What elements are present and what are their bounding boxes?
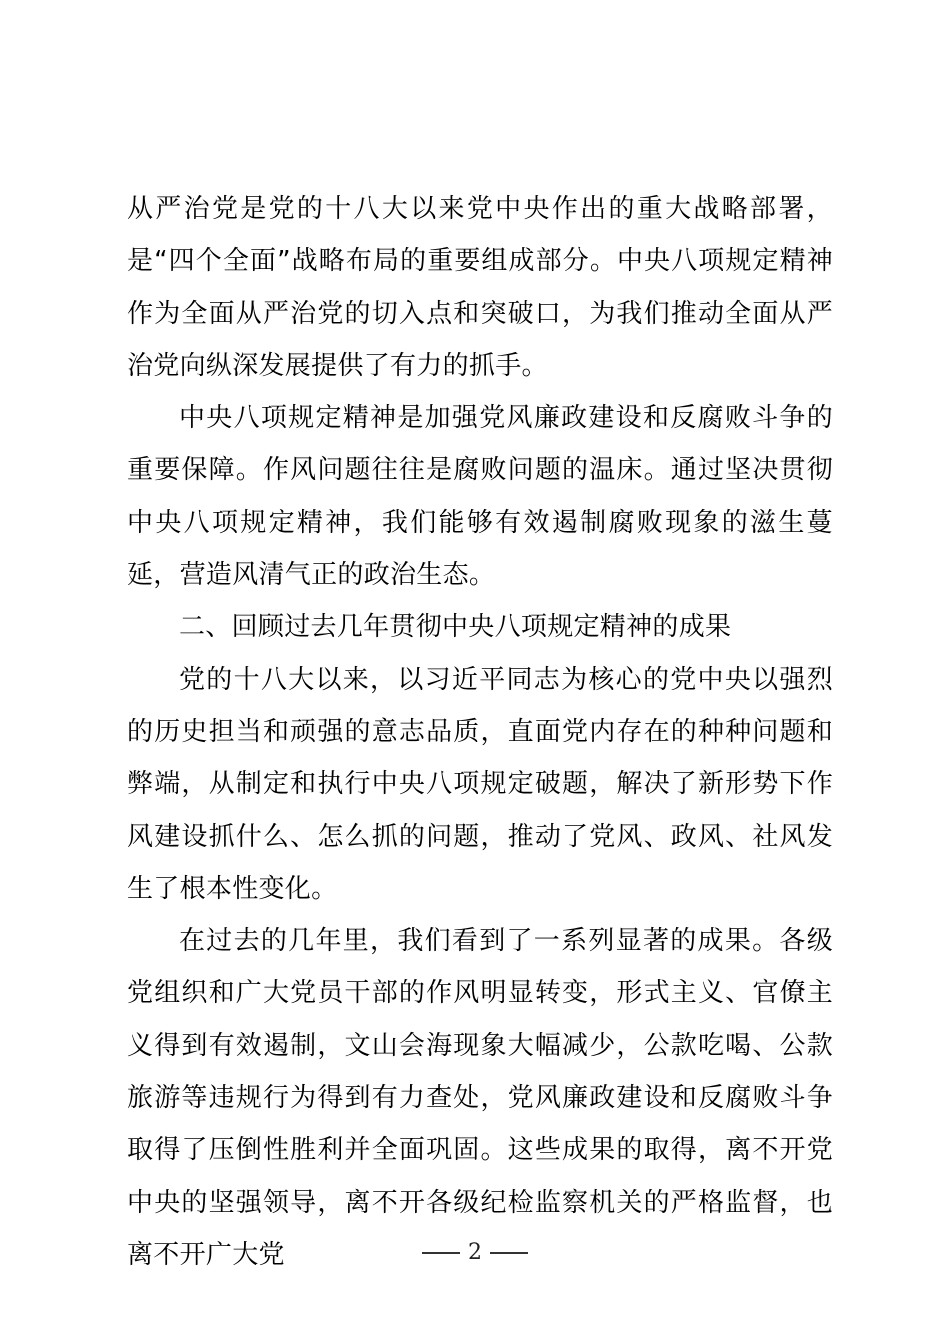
footer-dash-right [490,1252,528,1254]
page-footer [0,1238,950,1268]
footer-dash-left [422,1252,460,1254]
page-number: 2 [468,1240,482,1265]
paragraph-4: 在过去的几年里，我们看到了一系列显著的成果。各级党组织和广大党员干部的作风明显转变，形式主义、官僚主义得到有效遏制，文山会海现象大幅减少，公款吃喝、公款旅游等违规行为得到有力查处，党风廉政建设和反腐败斗争取得了压倒性胜利并全面巩固。这些成果的取得，离不开党中央的坚强领导，离不开各级纪检监察机关的严格监督，也离不开广大党 [127,926,833,1270]
section-heading: 二、回顾过去几年贯彻中央八项规定精神的成果 [179,612,732,643]
paragraph-1: 从严治党是党的十八大以来党中央作出的重大战略部署，是“四个全面”战略布局的重要组成部分。中央八项规定精神作为全面从严治党的切入点和突破口，为我们推动全面从严治党向纵深发展提供了有力的抓手。 [127,194,833,381]
paragraph-3: 党的十八大以来，以习近平同志为核心的党中央以强烈的历史担当和顽强的意志品质，直面党内存在的种种问题和弊端，从制定和执行中央八项规定破题，解决了新形势下作风建设抓什么、怎么抓的问题，推动了党风、政风、社风发生了根本性变化。 [127,664,833,904]
document-body [127,183,833,1281]
paragraph-2: 中央八项规定精神是加强党风廉政建设和反腐败斗争的重要保障。作风问题往往是腐败问题的温床。通过坚决贯彻中央八项规定精神，我们能够有效遏制腐败现象的滋生蔓延，营造风清气正的政治生态。 [127,403,833,591]
